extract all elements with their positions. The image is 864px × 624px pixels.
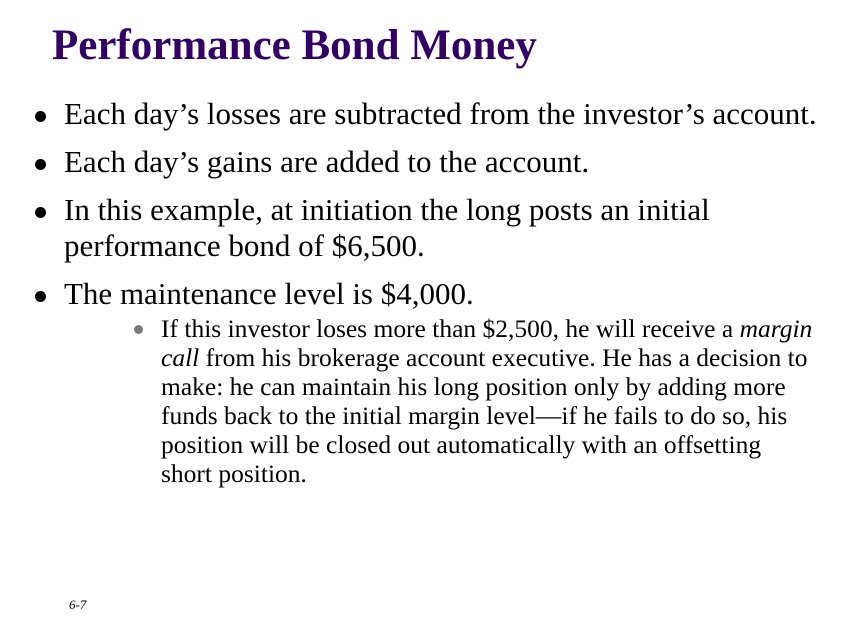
slide-title: Performance Bond Money [52,22,537,69]
bullet-item [0,192,864,264]
sub-bullet-item [64,314,844,488]
bullet-text: Each day’s losses are subtracted from the investor’s account. [64,96,817,131]
bullet-item [0,96,864,132]
bullet-item [0,276,864,488]
bullet-list [0,96,864,500]
bullet-dot-icon [35,291,46,302]
bullet-text: Each day’s gains are added to the account. [64,144,590,179]
bullet-dot-icon [35,159,46,170]
bullet-text: In this example, at initiation the long posts an initial performance bond of $6,500. [64,192,710,263]
margin-call-term: margin call [161,314,813,372]
bullet-text: The maintenance level is $4,000. [64,276,474,311]
bullet-dot-icon [35,111,46,122]
sub-bullet-text-before: If this investor loses more than $2,500, he will receive a [161,314,740,343]
bullet-item [0,144,864,180]
page-number: 6-7 [69,597,87,612]
sub-bullet-text-after: from his brokerage account executive. He has a decision to make: he can maintain his long position only by adding more funds back to the initial margin level—if he fails to do so, his position will be closed out automatically with an offsetting short position. [161,343,808,488]
bullet-dot-icon [35,207,46,218]
sub-bullet-dot-icon [134,325,143,334]
